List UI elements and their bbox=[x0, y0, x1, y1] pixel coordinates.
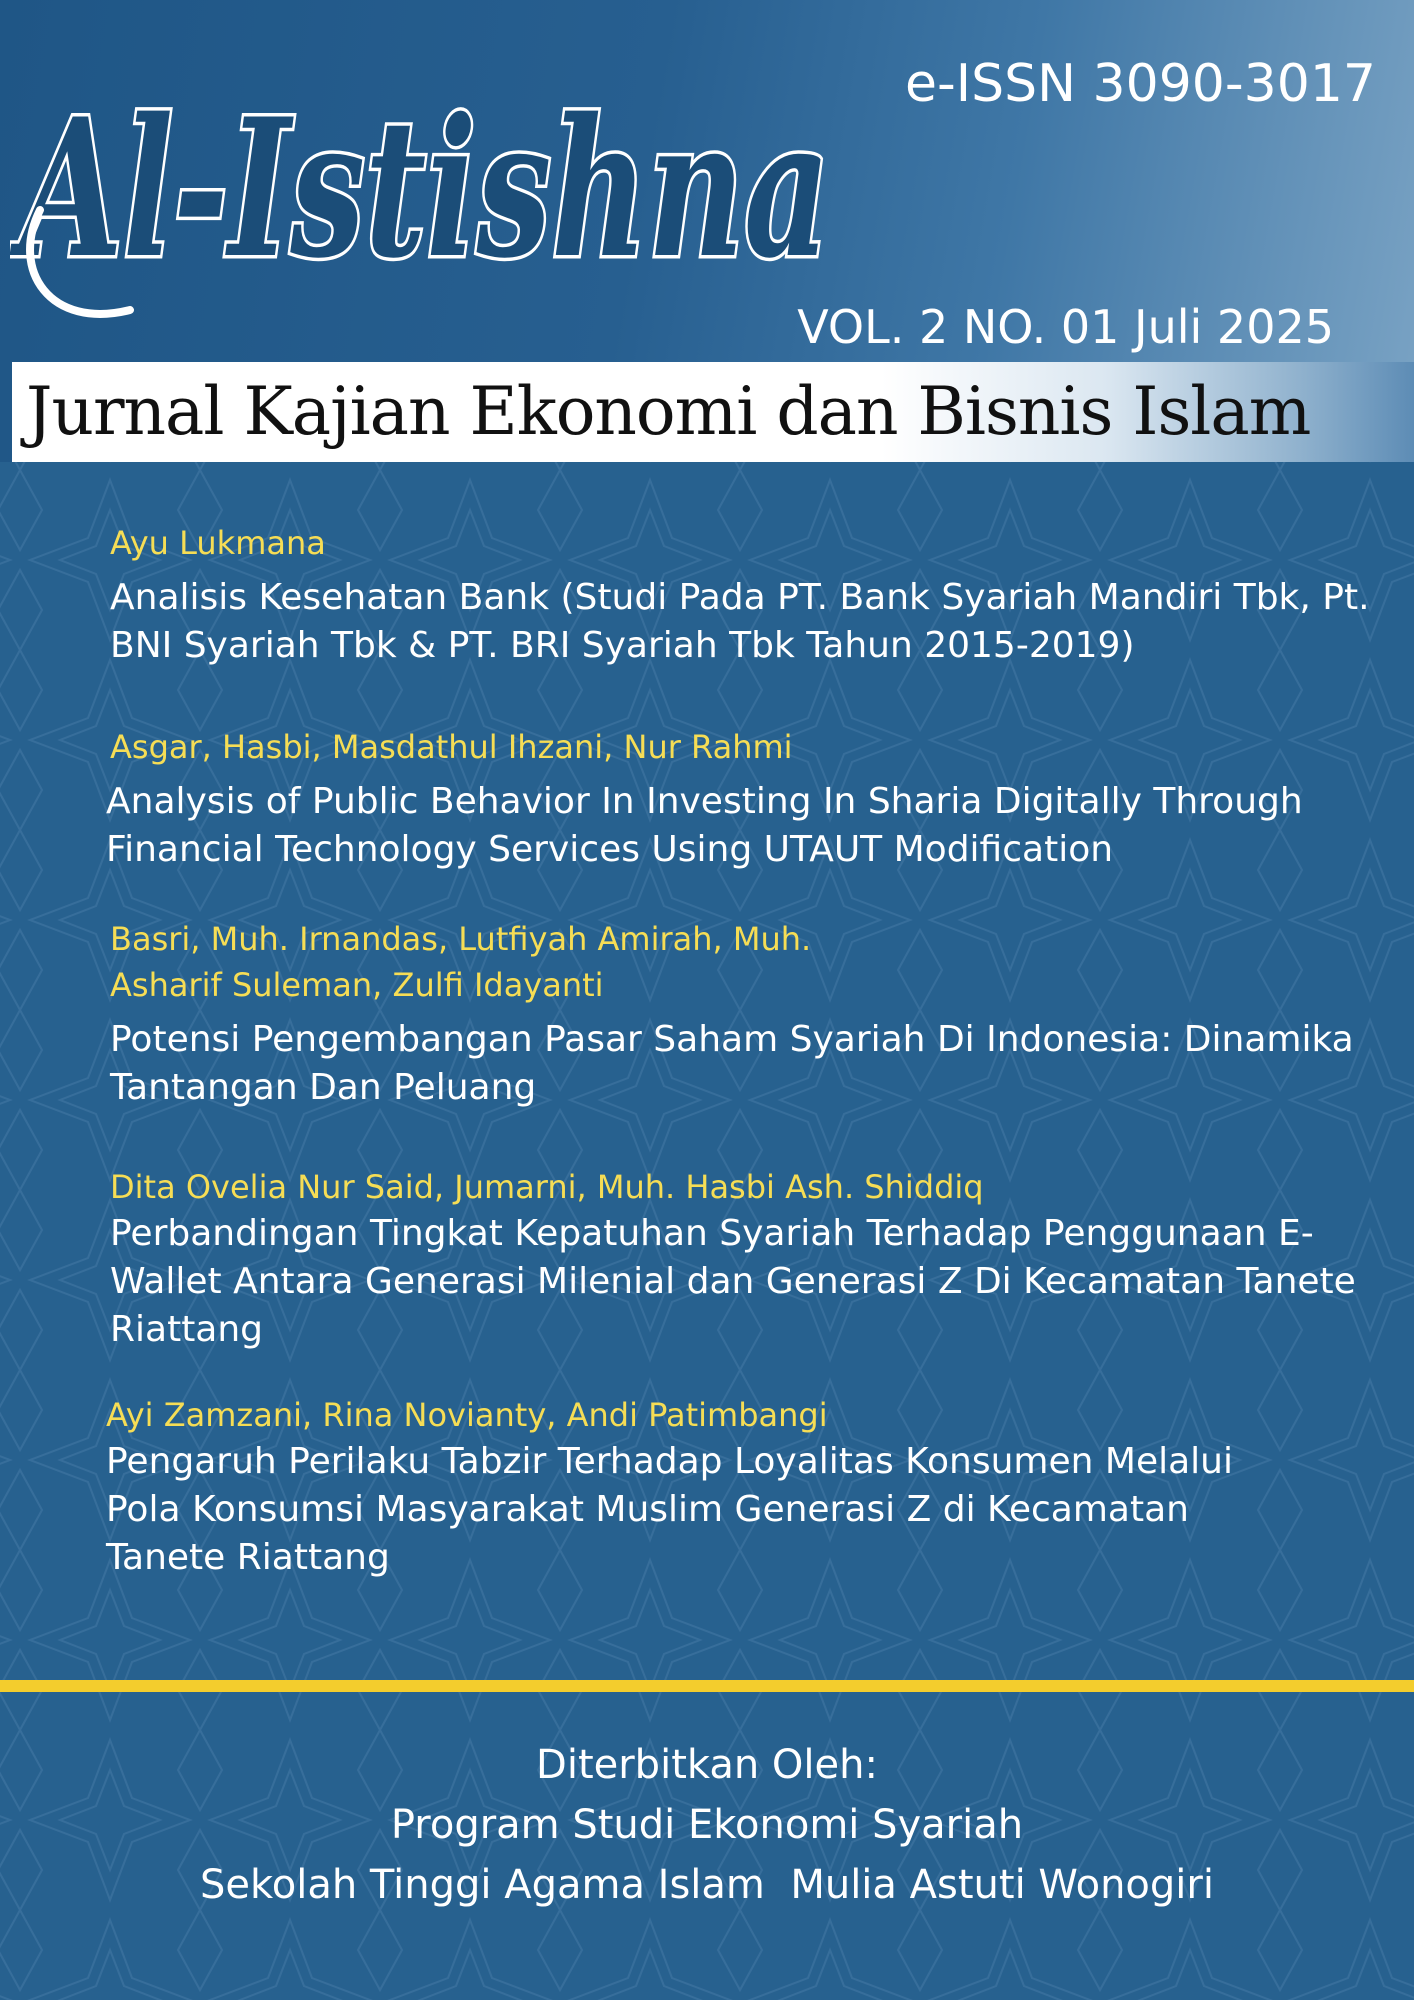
journal-subtitle: Jurnal Kajian Ekonomi dan Bisnis Islam bbox=[26, 373, 1311, 450]
subtitle-band bbox=[12, 362, 1414, 462]
publisher-label: Diterbitkan Oleh: bbox=[536, 1742, 878, 1788]
article-title: Analysis of Public Behavior In Investing In Sharia Digitally Through Financial Technology Services Using UTAUT Modification bbox=[106, 781, 1303, 870]
article-authors: Basri, Muh. Irnandas, Lutfiyah Amirah, Muh. Asharif Suleman, Zulfi Idayanti bbox=[110, 920, 812, 1004]
publisher-institution: Sekolah Tinggi Agama Islam Mulia Astuti Wonogiri bbox=[200, 1862, 1214, 1908]
article-authors: Asgar, Hasbi, Masdathul Ihzani, Nur Rahmi bbox=[110, 728, 793, 766]
article-title: Pengaruh Perilaku Tabzir Terhadap Loyalitas Konsumen Melalui Pola Konsumsi Masyarakat Muslim Generasi Z di Kecamatan Tanete Riattang bbox=[106, 1441, 1233, 1578]
article-authors: Dita Ovelia Nur Said, Jumarni, Muh. Hasbi Ash. Shiddiq bbox=[110, 1168, 984, 1206]
article-entry-4 bbox=[110, 1164, 1370, 1354]
volume-issue-label: VOL. 2 NO. 01 Juli 2025 bbox=[797, 300, 1334, 354]
article-entry-5 bbox=[106, 1392, 1366, 1582]
svg-text:Al-Istishna: Al-Istishna bbox=[10, 77, 830, 300]
publisher-block bbox=[0, 1735, 1414, 1915]
publisher-program: Program Studi Ekonomi Syariah bbox=[390, 1802, 1024, 1848]
article-entry-2 bbox=[106, 724, 1366, 874]
article-authors: Ayu Lukmana bbox=[110, 524, 326, 562]
article-authors: Ayi Zamzani, Rina Novianty, Andi Patimbangi bbox=[106, 1396, 828, 1434]
article-entry-1 bbox=[110, 520, 1370, 670]
issn-label: e-ISSN 3090-3017 bbox=[905, 54, 1376, 114]
article-entry-3 bbox=[110, 916, 1370, 1112]
article-title: Perbandingan Tingkat Kepatuhan Syariah Terhadap Penggunaan E-Wallet Antara Generasi Milenial dan Generasi Z Di Kecamatan Tanete Riattang bbox=[110, 1213, 1356, 1350]
journal-logo bbox=[10, 40, 850, 340]
article-title: Potensi Pengembangan Pasar Saham Syariah Di Indonesia: Dinamika Tantangan Dan Peluang bbox=[110, 1019, 1354, 1108]
article-title: Analisis Kesehatan Bank (Studi Pada PT. Bank Syariah Mandiri Tbk, Pt. BNI Syariah Tbk & PT. BRI Syariah Tbk Tahun 2015-2019) bbox=[110, 577, 1370, 666]
yellow-divider bbox=[0, 1680, 1414, 1692]
